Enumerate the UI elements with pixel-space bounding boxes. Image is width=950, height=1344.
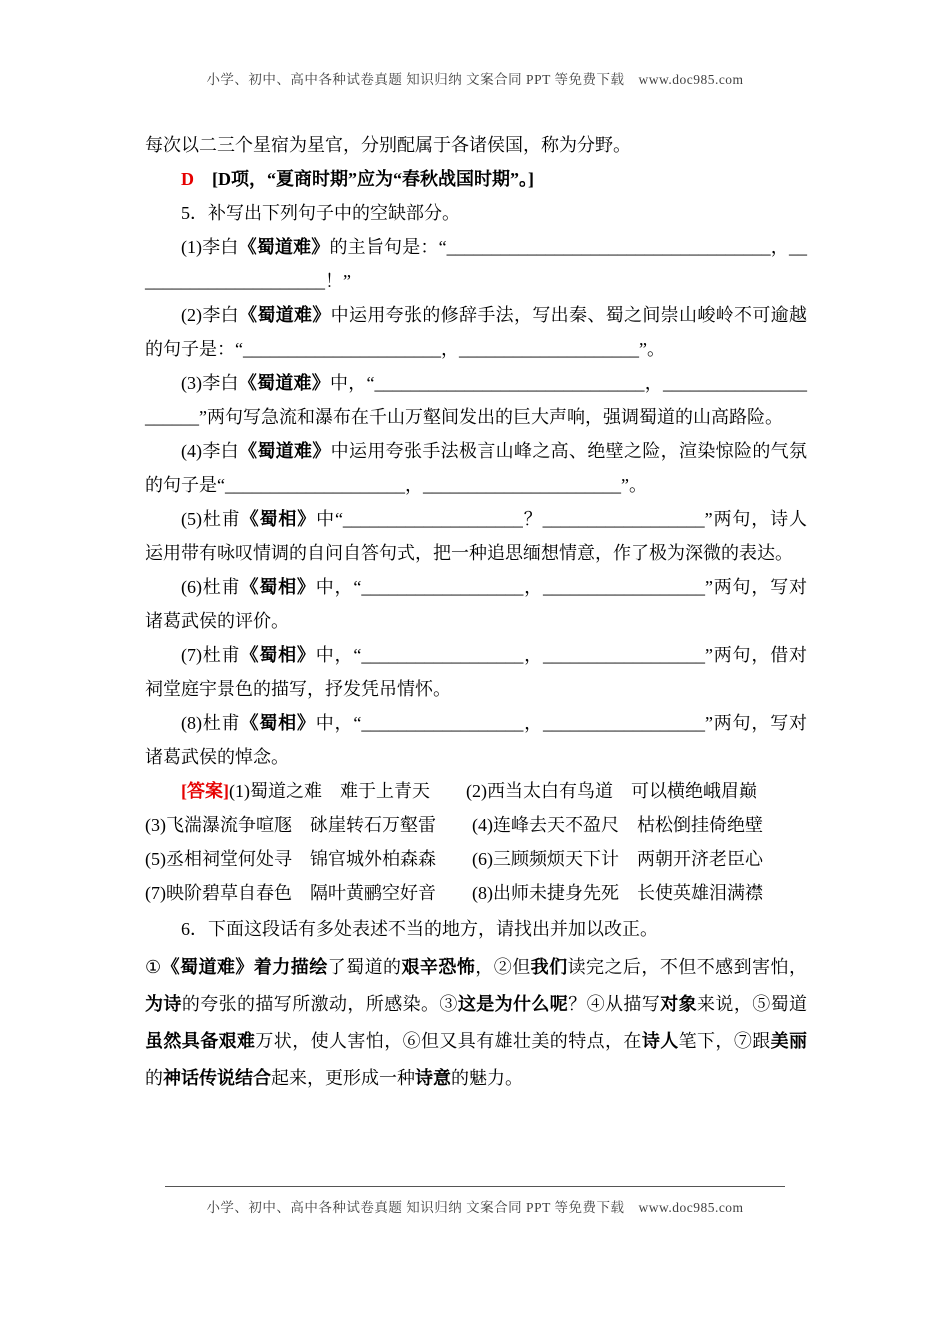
question-5-item-4: (4)李白《蜀道难》中运用夸张手法极言山峰之高、绝壁之险，渲染惊险的气氛的句子是“____________________，______________________”。 xyxy=(145,441,808,495)
question-6-passage: ①《蜀道难》着力描绘了蜀道的艰辛恐怖，②但我们读完之后，不但不感到害怕，为诗的夸张的描写所激动，所感染。③这是为什么呢？④从描写对象来说，⑤蜀道虽然具备艰难万状，使人害怕，⑥但又具有雄壮美的特点，在诗人笔下，⑦跟美丽的神话传说结合起来，更形成一种诗意的魅力。 xyxy=(145,957,808,1088)
question-5-item-3: (3)李白《蜀道难》中，“______________________________，______________________”两句写急流和瀑布在千山万壑间发出的巨大声响，强调蜀道的山高路险。 xyxy=(145,373,807,427)
question-5-item-1: (1)李白《蜀道难》的主旨句是：“____________________________________，______________________！” xyxy=(145,237,807,291)
answer-5-line-1: [答案](1)蜀道之难 难于上青天 (2)西当太白有鸟道 可以横绝峨眉巅 xyxy=(181,781,757,801)
footer-divider xyxy=(165,1186,785,1187)
question-6-title: 6．下面这段话有多处表述不当的地方，请找出并加以改正。 xyxy=(181,919,658,939)
question-5-item-8: (8)杜甫《蜀相》中，“__________________，__________________”两句，写对诸葛武侯的悼念。 xyxy=(145,713,808,767)
intro-paragraph: 每次以二三个星宿为星官，分别配属于各诸侯国，称为分野。 xyxy=(145,135,631,155)
question-5-item-2: (2)李白《蜀道难》中运用夸张的修辞手法，写出秦、蜀之间崇山峻岭不可逾越的句子是：“______________________，____________________”。 xyxy=(145,305,808,359)
answer-5-line-4: (7)映阶碧草自春色 隔叶黄鹂空好音 (8)出师未捷身先死 长使英雄泪满襟 xyxy=(145,883,763,903)
document-body xyxy=(145,128,807,1097)
question-5-item-6: (6)杜甫《蜀相》中，“__________________，__________________”两句，写对诸葛武侯的评价。 xyxy=(145,577,808,631)
question-5-title: 5．补写出下列句子中的空缺部分。 xyxy=(181,203,460,223)
footer-watermark: 小学、初中、高中各种试卷真题 知识归纳 文案合同 PPT 等免费下载 www.doc985.com xyxy=(206,1200,744,1215)
header-watermark: 小学、初中、高中各种试卷真题 知识归纳 文案合同 PPT 等免费下载 www.doc985.com xyxy=(206,72,744,87)
answer-5-line-2: (3)飞湍瀑流争喧豗 砯崖转石万壑雷 (4)连峰去天不盈尺 枯松倒挂倚绝壁 xyxy=(145,815,763,835)
answer-d-line: D [D项，“夏商时期”应为“春秋战国时期”。] xyxy=(181,169,534,189)
question-5-item-5: (5)杜甫《蜀相》中“____________________？__________________”两句，诗人运用带有咏叹情调的自问自答句式，把一种追思缅想情意，作了极为深微的表达。 xyxy=(145,509,807,563)
question-5-item-7: (7)杜甫《蜀相》中，“__________________，__________________”两句，借对祠堂庭宇景色的描写，抒发凭吊情怀。 xyxy=(145,645,808,699)
answer-5-line-3: (5)丞相祠堂何处寻 锦官城外柏森森 (6)三顾频烦天下计 两朝开济老臣心 xyxy=(145,849,763,869)
